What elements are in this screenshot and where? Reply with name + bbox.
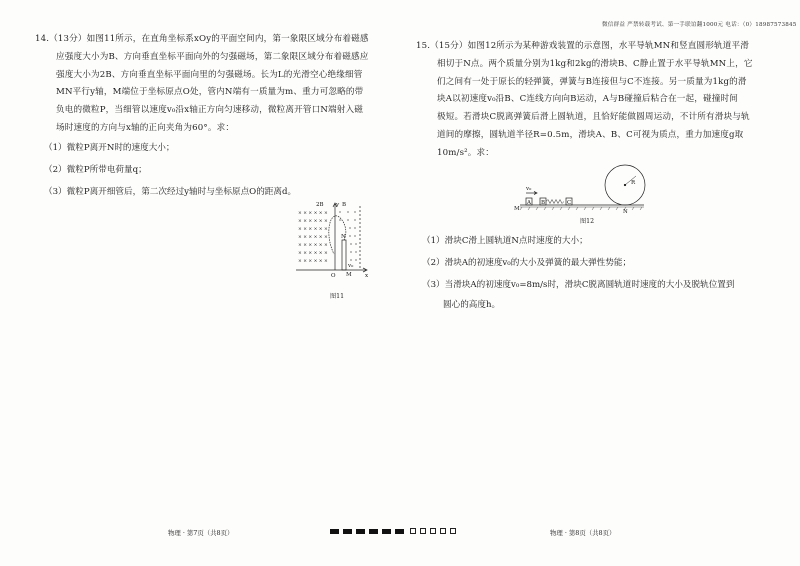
- label-B: B: [541, 200, 546, 206]
- q14-line: 强度大小为2B、方向垂直坐标平面向里的匀强磁场。长为L的光滑空心绝缘细管: [56, 69, 363, 80]
- q15-line: 道间的摩擦，圆轨道半径R=0.5m，滑块A、B、C可视为质点，重力加速度g取: [437, 129, 744, 140]
- right-footer: 物理 · 第8页（共8页）: [550, 529, 616, 537]
- label-B: B: [342, 202, 347, 208]
- label-y: y: [336, 202, 340, 208]
- q15-sub-3: （3）当滑块A的初速度v₀=8m/s时，滑块C脱离圆轨道时速度的大小及脱轨位置到: [422, 280, 735, 290]
- registration-mark: [382, 529, 391, 534]
- figure-12-diagram: [512, 163, 652, 215]
- q14-line: 应强度大小为B、方向垂直坐标平面向外的匀强磁场，第二象限区域分布着磁感应: [56, 51, 369, 62]
- registration-mark: [343, 529, 352, 534]
- q15-line: 相切于N点。两个质量分别为1kg和2kg的滑块B、C静止置于水平导轨MN上，它: [437, 58, 753, 69]
- label-2B: 2B: [316, 202, 324, 208]
- label-x: x: [365, 273, 369, 279]
- question-15: [416, 38, 753, 163]
- q15-line: 们之间有一处于原长的轻弹簧，弹簧与B连接但与C不连接。另一质量为1kg的滑: [437, 76, 747, 87]
- cross-field-marks: [298, 210, 328, 264]
- q15-line: 块A以初速度v₀沿B、C连线方向向B运动，A与B碰撞后粘合在一起，碰撞时间: [437, 94, 739, 105]
- registration-mark: [356, 529, 365, 534]
- q14-sub-2: （2）微粒P所带电荷量q；: [44, 165, 147, 175]
- label-v0: v₀: [526, 186, 532, 192]
- q15-line: 10m/s²。求：: [437, 147, 494, 158]
- q14-line: 14.（13分）如图11所示，在直角坐标系xOy的平面空间内，第一象限区域分布着磁感: [35, 34, 369, 44]
- q15-line: 15.（15分）如图12所示为某种游戏装置的示意图，水平导轨MN和竖直圆形轨道平滑: [416, 41, 750, 51]
- q15-sub-3-cont: 圆心的高度h。: [443, 300, 501, 310]
- q14-line: MN平行y轴，M端位于坐标原点O处，管内N端有一质量为m、重力可忽略的带: [56, 87, 364, 98]
- label-N: N: [623, 209, 628, 215]
- svg-text:× × × × × ×: × × × × × ×: [298, 227, 328, 232]
- label-N: N: [341, 234, 346, 240]
- label-R: R: [631, 180, 636, 186]
- label-M: M: [514, 206, 520, 212]
- left-footer: 物理 · 第7页（共8页）: [168, 529, 234, 537]
- right-page: [400, 0, 800, 566]
- svg-text:× × × × × ×: × × × × × ×: [298, 251, 328, 256]
- spring: [546, 200, 564, 204]
- registration-mark: [369, 529, 378, 534]
- label-M: M: [346, 272, 352, 278]
- q14-sub-3: （3）微粒P离开细管后，第二次经过y轴时与坐标原点O的距离d。: [44, 187, 297, 197]
- figure-12-caption: 图12: [580, 218, 595, 225]
- tube-mn: [342, 240, 346, 270]
- figure-11-caption: 图11: [330, 293, 345, 300]
- svg-text:× × × × × ×: × × × × × ×: [298, 235, 328, 240]
- label-v0: v₀: [348, 263, 354, 269]
- q15-sub-1: （1）滑块C滑上圆轨道N点时速度的大小；: [422, 236, 588, 246]
- label-O: O: [331, 273, 336, 279]
- q15-line: 极短。若滑块C脱离弹簧后滑上圆轨道，且恰好能做圆周运动，不计所有滑块与轨: [437, 112, 750, 123]
- q14-line: 负电的微粒P，当细管以速度v₀沿x轴正方向匀速移动，微粒离开管口N端射入磁: [56, 105, 363, 116]
- q14-sub-1: （1）微粒P离开N时的速度大小；: [44, 143, 175, 153]
- svg-text:× × × × × ×: × × × × × ×: [298, 259, 328, 264]
- svg-text:× × × × × ×: × × × × × ×: [298, 211, 328, 216]
- figure-11-diagram: [290, 198, 370, 290]
- page-header: 微信群益 严禁转载考试、第一手联谊翻1000元 电话：（0）18987573845: [602, 22, 797, 28]
- svg-text:× × × × × ×: × × × × × ×: [298, 219, 328, 224]
- registration-mark: [330, 529, 339, 534]
- q14-line: 场时速度的方向与x轴的正向夹角为60°。求：: [56, 122, 235, 133]
- svg-text:× × × × × ×: × × × × × ×: [298, 243, 328, 248]
- q15-sub-2: （2）滑块A的初速度v₀的大小及弹簧的最大弹性势能；: [422, 258, 632, 268]
- question-14: [35, 31, 369, 138]
- label-C: C: [567, 200, 572, 206]
- label-A: A: [527, 200, 531, 206]
